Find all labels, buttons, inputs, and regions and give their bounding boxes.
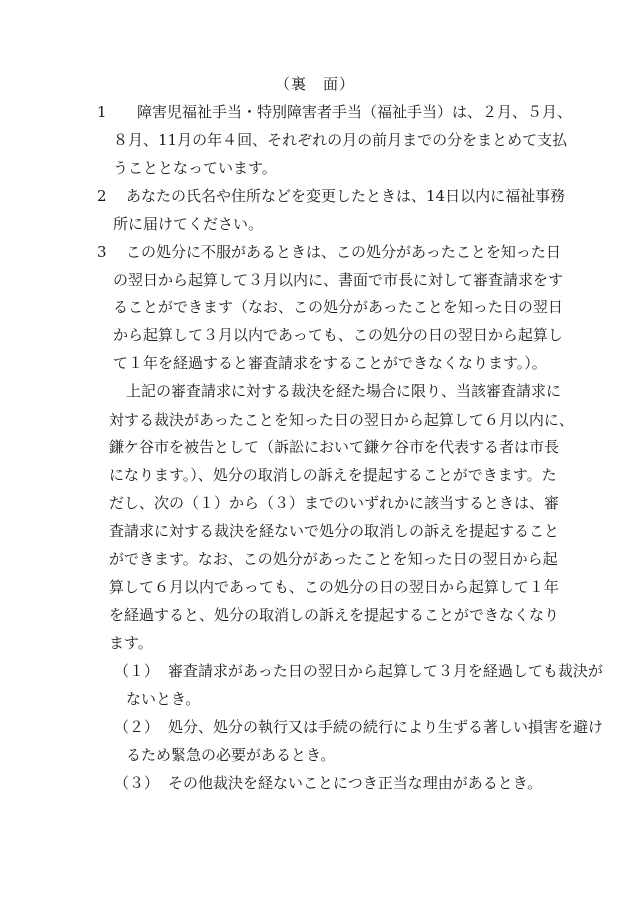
subitem-3-label: （３） [114, 774, 160, 792]
item-2-number: 2 [97, 187, 107, 205]
item-3-para2-line-3: 鎌ケ谷市を被告として（訴訟において鎌ケ谷市を代表する者は市長 [109, 438, 560, 456]
item-3-para2-line-2: 対する裁決があったことを知った日の翌日から起算して６月以内に、 [109, 411, 574, 429]
item-3-line-4: から起算して３月以内であっても、この処分の日の翌日から起算し [113, 326, 563, 344]
item-3-para2-line-7: ができます。なお、この処分があったことを知った日の翌日から起 [109, 550, 558, 568]
item-1-line-1: 障害児福祉手当・特別障害者手当（福祉手当）は、２月、５月、 [137, 103, 573, 121]
item-3-para2-line-8: 算して６月以内であっても、この処分の日の翌日から起算して１年 [109, 578, 559, 596]
subitem-2-line-2: るため緊急の必要があるとき。 [126, 746, 336, 764]
item-3-number: 3 [97, 243, 107, 261]
subitem-1-line-1: 審査請求があった日の翌日から起算して３月を経過しても裁決が [168, 662, 603, 680]
subitem-1-label: （１） [114, 662, 160, 680]
subitem-2-line-1: 処分、処分の執行又は手続の続行により生ずる著しい損害を避け [168, 718, 604, 736]
item-3-line-1: この処分に不服があるときは、この処分があったことを知った日 [126, 243, 561, 261]
page-title: （裏 面） [274, 75, 355, 93]
item-1-line-2: ８月、11月の年４回、それぞれの月の前月までの分をまとめて支払 [113, 131, 568, 149]
item-3-para2-line-10: ます。 [109, 634, 153, 652]
item-2-line-2: 所に届けてください。 [113, 215, 264, 233]
item-3-para2-line-4: になります。）、処分の取消しの訴えを提起することができます。た [109, 466, 557, 484]
item-3-para2-line-5: だし、次の（１）から（３）までのいずれかに該当するときは、審 [109, 494, 560, 512]
item-2-line-1: あなたの氏名や住所などを変更したときは、14日以内に福祉事務 [126, 187, 566, 205]
item-1-number: 1 [97, 103, 107, 121]
item-3-line-5: て１年を経過すると審査請求をすることができなくなります。）。 [113, 354, 547, 372]
item-3-line-2: の翌日から起算して３月以内に、書面で市長に対して審査請求をす [113, 271, 564, 289]
item-3-para2-line-1: 上記の審査請求に対する裁決を経た場合に限り、当該審査請求に [126, 382, 562, 400]
item-1-line-3: うこととなっています。 [113, 159, 277, 177]
item-3-line-3: ることができます（なお、この処分があったことを知った日の翌日 [113, 298, 563, 316]
subitem-3-line-1: その他裁決を経ないことにつき正当な理由があるとき。 [168, 774, 543, 792]
item-3-para2-line-6: 査請求に対する裁決を経ないで処分の取消しの訴えを提起すること [109, 522, 560, 540]
subitem-1-line-2: ないとき。 [126, 690, 201, 708]
item-3-para2-line-9: を経過すると、処分の取消しの訴えを提起することができなくなり [109, 606, 560, 624]
subitem-2-label: （２） [114, 718, 160, 736]
